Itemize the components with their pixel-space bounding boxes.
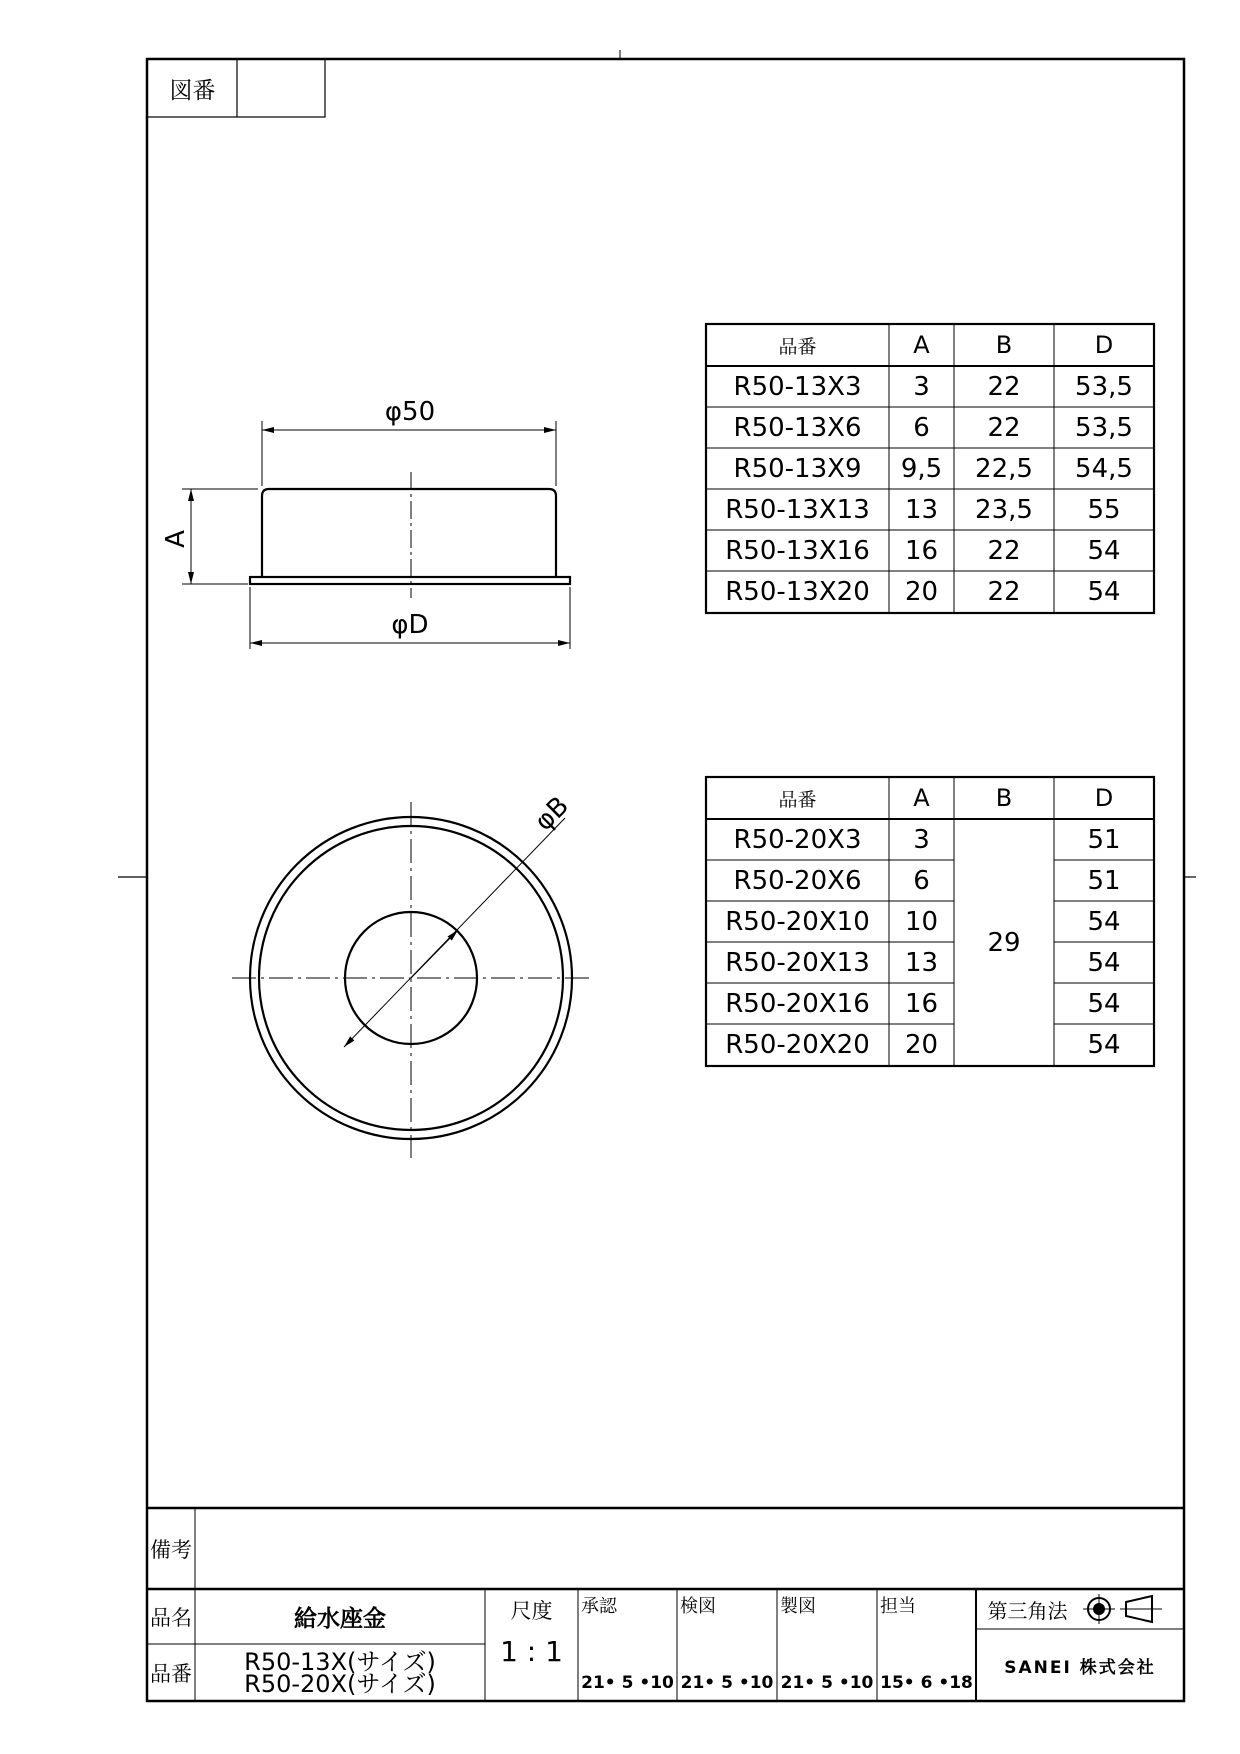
table-13-cell: 13 [904,494,939,525]
table-20-header-part: 品番 [778,788,817,811]
checked-label: 検図 [680,1596,716,1617]
table-20-cell: 51 [1087,824,1121,855]
table-20-shared-b: 29 [987,927,1021,958]
dim-diameter-label: φB [529,791,575,837]
table-13-cell: 22 [987,412,1021,443]
dim-bottom-label: φD [391,610,429,640]
table-20-header-d: D [1094,784,1114,812]
dim-height-label: A [161,530,191,548]
table-13-cell: 16 [904,535,939,566]
table-20-cell: 10 [904,906,939,937]
table-13-cell: 54 [1087,535,1121,566]
hole-dim-arrow [411,930,458,978]
drawn-label: 製図 [780,1596,816,1617]
table-20-cell: R50-20X6 [733,865,862,896]
table-13-cell: 23,5 [975,494,1033,525]
table-20-cell: 54 [1087,1030,1121,1060]
table-20-cell: R50-20X3 [733,824,862,855]
table-13-cell: 22 [987,535,1021,566]
part-value-line-1: R50-13X(サイズ) [244,1648,436,1676]
table-20-cell: 54 [1087,988,1121,1019]
scale-label: 尺度 [510,1599,553,1623]
approved-date: 21• 5 •10 [581,1673,674,1693]
table-13-cell: 55 [1087,494,1121,525]
table-13-cell: 20 [904,577,939,607]
table-20-cell: 6 [913,865,930,896]
projection-label: 第三角法 [987,1598,1068,1623]
table-20-cell: 13 [904,947,939,978]
table-13-cell: R50-13X9 [733,453,862,484]
dim-top-label: φ50 [384,397,436,427]
table-20-cell: 20 [904,1030,939,1060]
table-13-cell: 22,5 [975,453,1033,484]
table-20-cell: 54 [1087,947,1121,978]
table-13-header-part: 品番 [778,335,817,358]
table-13-cell: 53,5 [1075,371,1133,402]
name-label: 品名 [150,1605,192,1630]
table-13-header-b: B [995,331,1013,359]
table-13-header-a: A [913,331,930,359]
approved-label: 承認 [581,1596,617,1617]
scale-value: 1 : 1 [500,1634,563,1668]
table-20-cell: 51 [1087,865,1121,896]
table-13-cell: R50-13X13 [725,494,870,525]
table-13-cell: 22 [987,577,1021,607]
table-20-cell: 54 [1087,906,1121,937]
part-value-line-2: R50-20X(サイズ) [244,1670,436,1698]
table-13-cell: 53,5 [1075,412,1133,443]
table-13-cell: R50-13X20 [725,577,870,607]
table-13-cell: 54,5 [1075,453,1133,484]
table-13-cell: 6 [913,412,930,443]
table-13-header-d: D [1094,331,1114,359]
part-label: 品番 [150,1661,192,1686]
table-13-cell: 9,5 [900,453,943,484]
table-20-header-b: B [995,784,1013,812]
table-20-cell: R50-20X10 [725,906,870,937]
table-13-cell: 54 [1087,577,1121,607]
plan-view [232,802,590,1158]
remarks-value [195,1508,1184,1589]
table-20-header-a: A [913,784,930,812]
name-value: 給水座金 [294,1606,386,1632]
table-20-cell: 16 [904,988,939,1019]
charge-date: 15• 6 •18 [880,1673,973,1693]
table-13-cell: R50-13X6 [733,412,862,443]
drawn-date: 21• 5 •10 [780,1673,874,1693]
third-angle-projection-icon [1083,1594,1162,1624]
table-20-cell: 3 [913,824,930,855]
checked-date: 21• 5 •10 [680,1673,774,1693]
hole-dim-line [344,818,565,1047]
part-value [195,1647,485,1699]
drawing-number-value [239,62,323,114]
table-13-cell: R50-13X16 [725,535,870,566]
table-20-cell: R50-20X13 [725,947,870,978]
table-20-cell: R50-20X20 [725,1030,870,1060]
table-13-cell: 22 [987,371,1021,402]
charge-label: 担当 [880,1596,916,1617]
table-20-cell: R50-20X16 [725,988,870,1019]
company-name: SANEI 株式会社 [1004,1657,1156,1678]
table-13-cell: R50-13X3 [733,371,862,402]
drawing-number-label: 図番 [169,77,216,104]
front-view-body [262,489,556,577]
front-view-flange [250,577,570,584]
remarks-label: 備考 [150,1537,192,1562]
table-13-cell: 3 [913,371,930,402]
